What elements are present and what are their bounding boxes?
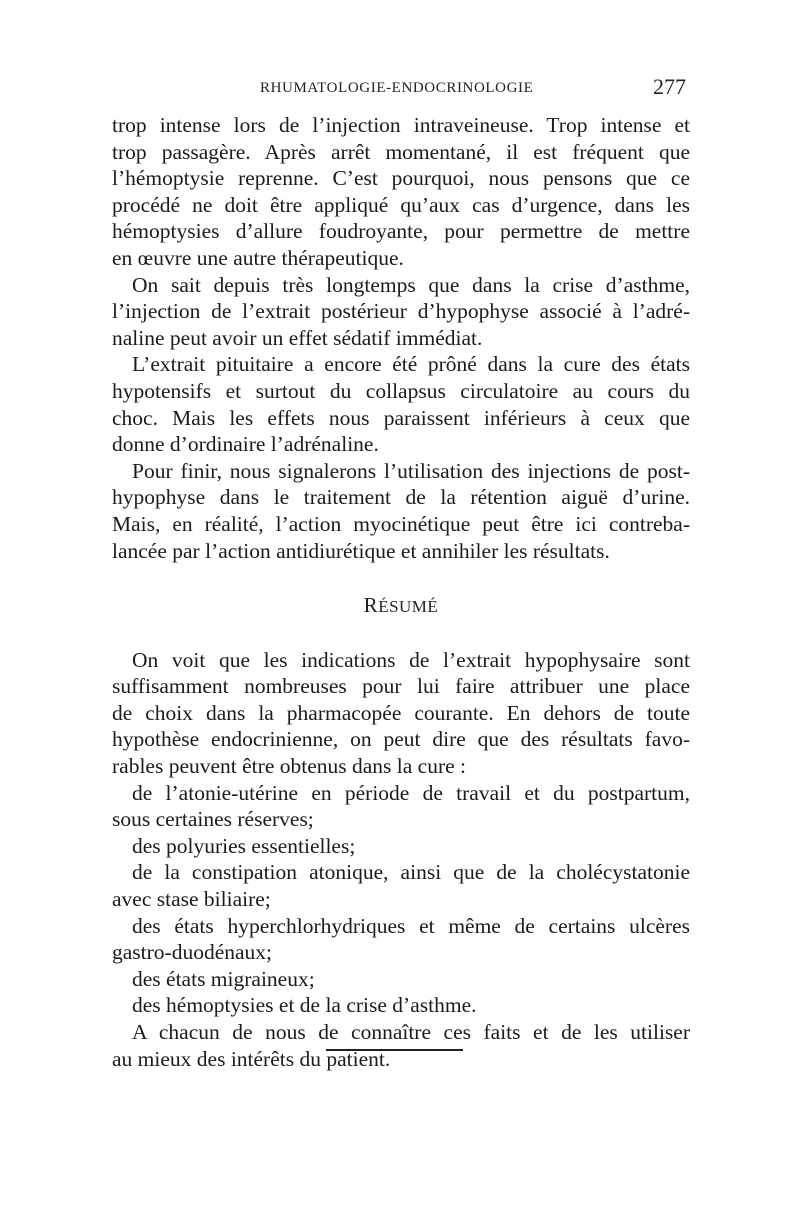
text-line: hémoptysies d’allure foudroyante, pour permettre de mettre <box>112 219 690 244</box>
paragraph <box>112 647 690 780</box>
paragraph <box>112 1019 690 1072</box>
text-line: gastro-duodénaux; <box>112 940 273 965</box>
text-line: des états migraineux; <box>132 966 315 991</box>
text-line: suffisamment nombreuses pour lui faire attribuer une place <box>112 674 690 699</box>
text-line: sous certaines réserves; <box>112 807 314 832</box>
text-line: de la constipation atonique, ainsi que de la cholécystatonie <box>132 860 690 885</box>
running-head <box>112 74 690 104</box>
page-number: 277 <box>653 74 686 99</box>
text-line: l’injection de l’extrait postérieur d’hypophyse associé à l’adré- <box>112 299 690 324</box>
text-line: de choix dans la pharmacopée courante. En dehors de toute <box>112 700 690 725</box>
text-line: au mieux des intérêts du patient. <box>112 1046 391 1071</box>
text-line: trop passagère. Après arrêt momentané, il est fréquent que <box>112 139 690 164</box>
section-heading <box>112 592 690 621</box>
text-line: des polyuries essentielles; <box>132 833 356 858</box>
text-line: On sait depuis très longtemps que dans la crise d’asthme, <box>132 272 690 297</box>
text-line: hypotensifs et surtout du collapsus circulatoire au cours du <box>112 378 690 403</box>
paragraph <box>112 351 690 457</box>
paragraph <box>112 458 690 564</box>
text-line: trop intense lors de l’injection intraveineuse. Trop intense et <box>112 113 690 137</box>
text-line: hypothèse endocrinienne, on peut dire que des résultats favo- <box>112 727 690 752</box>
text-line: des états hyperchlorhydriques et même de certains ulcères <box>132 913 690 938</box>
text-line: rables peuvent être obtenus dans la cure : <box>112 754 467 779</box>
section-heading-rest: ÉSUMÉ <box>378 597 439 617</box>
section-heading-initial: R <box>363 593 379 618</box>
text-line: de l’atonie-utérine en période de travail et du postpartum, <box>132 780 690 805</box>
text-line: Mais, en réalité, l’action myocinétique peut être ici contreba- <box>112 511 690 536</box>
running-title: RHUMATOLOGIE-ENDOCRINOLOGIE <box>260 80 534 96</box>
text-line: Pour finir, nous signalerons l’utilisation des injections de post- <box>132 458 690 483</box>
text-line: des hémoptysies et de la crise d’asthme. <box>132 993 477 1018</box>
list-item <box>112 992 690 1019</box>
list-item <box>112 859 690 912</box>
body-text <box>112 112 690 1072</box>
text-line: L’extrait pituitaire a encore été prôné dans la cure des états <box>132 352 690 377</box>
text-line: donne d’ordinaire l’adrénaline. <box>112 432 379 457</box>
list-item <box>112 780 690 833</box>
text-line: lancée par l’action antidiurétique et annihiler les résultats. <box>112 538 610 563</box>
text-line: A chacun de nous de connaître ces faits et de les utiliser <box>132 1020 690 1044</box>
paragraph <box>112 112 690 272</box>
text-line: On voit que les indications de l’extrait hypophysaire sont <box>132 647 690 672</box>
end-rule <box>326 1049 463 1051</box>
text-line: l’hémoptysie reprenne. C’est pourquoi, nous pensons que ce <box>112 166 690 191</box>
text-line: en œuvre une autre thérapeutique. <box>112 245 404 270</box>
list-item <box>112 833 690 860</box>
text-line: hypophyse dans le traitement de la rétention aiguë d’urine. <box>112 485 690 510</box>
text-line: choc. Mais les effets nous paraissent inférieurs à ceux que <box>112 405 690 430</box>
list-item <box>112 913 690 966</box>
text-line: avec stase biliaire; <box>112 887 271 912</box>
paragraph <box>112 272 690 352</box>
text-line: procédé ne doit être appliqué qu’aux cas d’urgence, dans les <box>112 192 690 217</box>
text-line: naline peut avoir un effet sédatif immédiat. <box>112 325 483 350</box>
list-item <box>112 966 690 993</box>
